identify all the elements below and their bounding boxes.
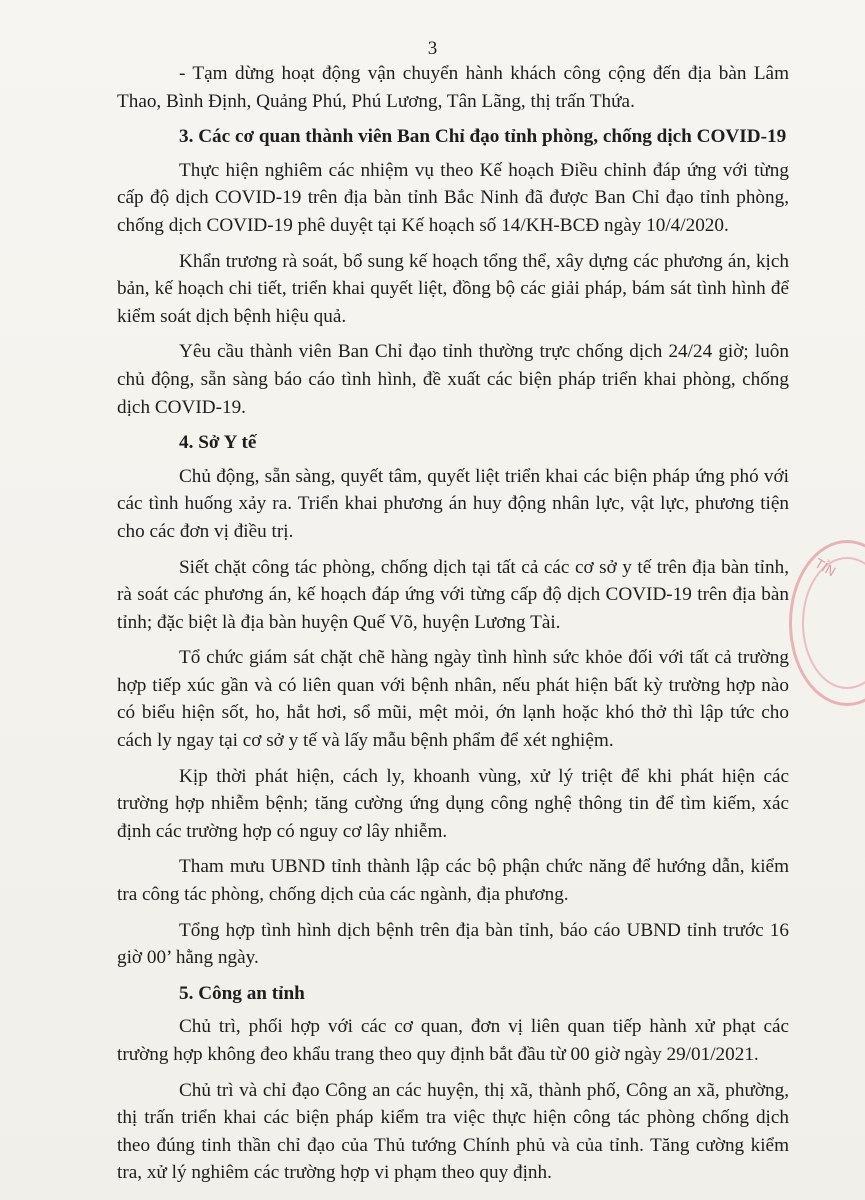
document-body — [117, 60, 789, 1195]
paragraph: Tổ chức giám sát chặt chẽ hàng ngày tình hình sức khỏe đối với tất cả trường hợp tiếp xúc gần và có liên quan với bệnh nhân, nếu phát hiện bất kỳ trường hợp nào có biểu hiện sốt, ho, hắt hơi, sổ mũi, mệt mỏi, ớn lạnh hoặc khó thở thì lập tức cho cách ly ngay tại cơ sở y tế và lấy mẫu bệnh phẩm để xét nghiệm. — [117, 647, 789, 752]
paragraph: Siết chặt công tác phòng, chống dịch tại tất cả các cơ sở y tế trên địa bàn tỉnh, rà soát các phương án, kế hoạch đáp ứng với từng cấp độ dịch COVID-19 trên địa bàn tỉnh; đặc biệt là địa bàn huyện Quế Võ, huyện Lương Tài. — [117, 556, 789, 633]
paragraph-suspend-transport: - Tạm dừng hoạt động vận chuyển hành khách công cộng đến địa bàn Lâm Thao, Bình Định, Quảng Phú, Phú Lương, Tân Lãng, thị trấn Thứa. — [117, 63, 789, 112]
page-number: 3 — [427, 38, 438, 59]
paragraph: Tham mưu UBND tỉnh thành lập các bộ phận chức năng để hướng dẫn, kiểm tra công tác phòng, chống dịch của các ngành, địa phương. — [117, 856, 789, 906]
paragraph: Khẩn trương rà soát, bổ sung kế hoạch tổng thể, xây dựng các phương án, kịch bản, kế hoạch chi tiết, triển khai quyết liệt, đồng bộ các giải pháp, bám sát tình hình để kiểm soát dịch bệnh hiệu quả. — [117, 250, 789, 327]
section-heading-4: 4. Sở Y tế — [179, 432, 257, 454]
paragraph: Thực hiện nghiêm các nhiệm vụ theo Kế hoạch Điều chỉnh đáp ứng với từng cấp độ dịch COVID-19 trên địa bàn tỉnh Bắc Ninh đã được Ban Chỉ đạo tỉnh phòng, chống dịch COVID-19 phê duyệt tại Kế hoạch số 14/KH-BCĐ ngày 10/4/2020. — [117, 159, 789, 236]
paragraph: Kịp thời phát hiện, cách ly, khoanh vùng, xử lý triệt để khi phát hiện các trường hợp nhiễm bệnh; tăng cường ứng dụng công nghệ thông tin để tìm kiếm, xác định các trường hợp có nguy cơ lây nhiễm. — [117, 765, 789, 842]
section-heading-3: 3. Các cơ quan thành viên Ban Chỉ đạo tỉnh phòng, chống dịch COVID-19 — [179, 126, 787, 148]
stamp-text: TỈN — [811, 556, 838, 581]
paragraph: Yêu cầu thành viên Ban Chỉ đạo tỉnh thường trực chống dịch 24/24 giờ; luôn chủ động, sẵn sàng báo cáo tình hình, đề xuất các biện pháp triển khai phòng, chống dịch COVID-19. — [117, 341, 789, 418]
paragraph: Chủ trì, phối hợp với các cơ quan, đơn vị liên quan tiếp hành xử phạt các trường hợp không đeo khẩu trang theo quy định bắt đầu từ 00 giờ ngày 29/01/2021. — [117, 1016, 789, 1065]
paragraph: Chủ trì và chỉ đạo Công an các huyện, thị xã, thành phố, Công an xã, phường, thị trấn triển khai các biện pháp kiểm tra việc thực hiện công tác phòng chống dịch theo đúng tinh thần chỉ đạo của Thủ tướng Chính phủ và của tỉnh. Tăng cường kiểm tra, xử lý nghiêm các trường hợp vi phạm theo quy định. — [117, 1079, 789, 1184]
paragraph: Chủ động, sẵn sàng, quyết tâm, quyết liệt triển khai các biện pháp ứng phó với các tình huống xảy ra. Triển khai phương án huy động nhân lực, vật lực, phương tiện cho các đơn vị điều trị. — [117, 465, 789, 542]
red-seal-stamp — [789, 540, 865, 706]
paragraph: Tổng hợp tình hình dịch bệnh trên địa bàn tỉnh, báo cáo UBND tỉnh trước 16 giờ 00’ hằng ngày. — [117, 919, 789, 969]
section-heading-5: 5. Công an tỉnh — [179, 982, 305, 1004]
stamp-inner-ring — [802, 557, 865, 689]
